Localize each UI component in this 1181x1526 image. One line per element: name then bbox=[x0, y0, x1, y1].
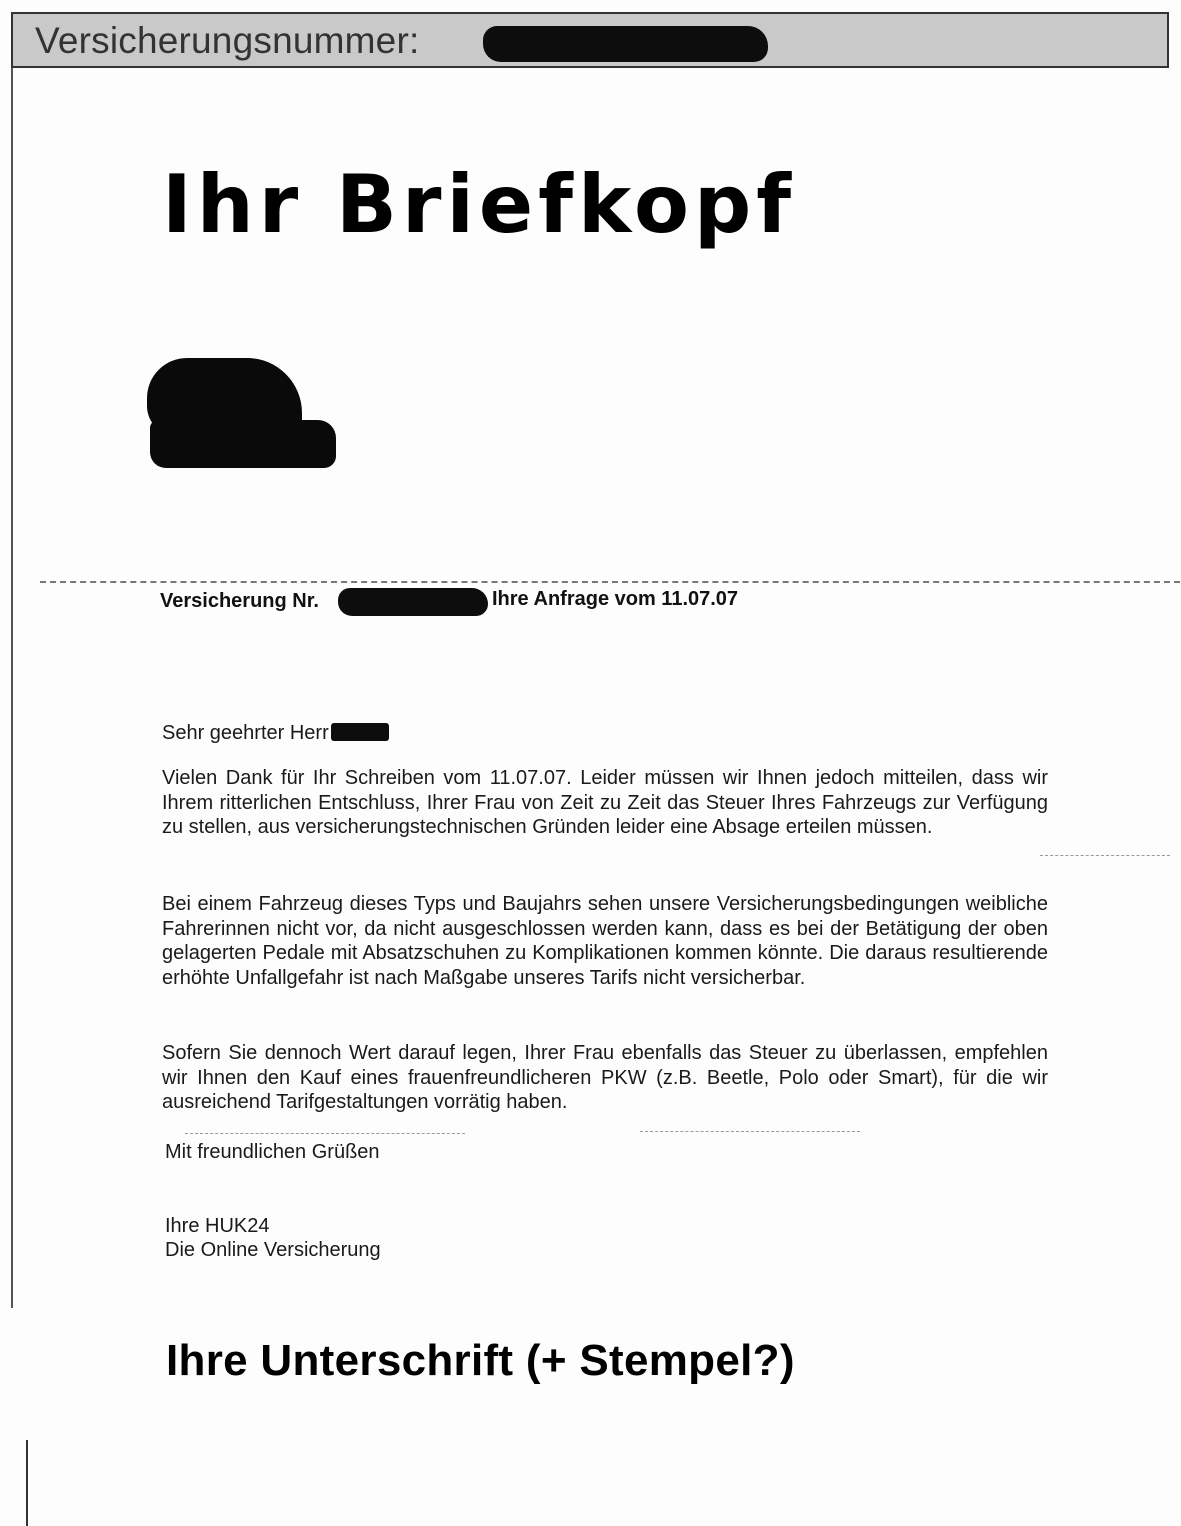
salutation-text: Sehr geehrter Herr bbox=[162, 722, 329, 744]
sender-tagline: Die Online Versicherung bbox=[165, 1239, 381, 1261]
letterhead-title: Ihr Briefkopf bbox=[162, 158, 797, 251]
scan-artifact bbox=[640, 1131, 860, 1133]
reference-insurance-label: Versicherung Nr. bbox=[160, 590, 319, 612]
sender-name: Ihre HUK24 bbox=[165, 1215, 270, 1237]
salutation bbox=[162, 722, 389, 745]
paragraph-1: Vielen Dank für Ihr Schreiben vom 11.07.07. Leider müssen wir Ihnen jedoch mitteilen, dass wir Ihrem ritterlichen Entschluss, Ihrer Frau von Zeit zu Zeit das Steuer Ihres Fahrzeugs zur Verfügung zu stellen, aus versicherungstechnischen Gründen leider eine Absage erteilen müssen. bbox=[162, 767, 1048, 838]
sender-block bbox=[165, 1214, 381, 1262]
scan-artifact bbox=[185, 1133, 465, 1135]
reference-line bbox=[160, 588, 860, 618]
paragraph-3: Sofern Sie dennoch Wert darauf legen, Ihrer Frau ebenfalls das Steuer zu überlassen, empfehlen wir Ihnen den Kauf eines frauenfreundlicheren PKW (z.B. Beetle, Polo oder Smart), für die wir ausreichend Tarifgestaltungen vorrätig haben. bbox=[162, 1042, 1048, 1113]
reference-number-redaction bbox=[338, 588, 488, 616]
fold-line bbox=[40, 581, 1180, 583]
insurance-number-redaction bbox=[483, 26, 768, 62]
address-redaction-lower bbox=[150, 420, 336, 468]
left-margin-rule-lower bbox=[26, 1440, 28, 1526]
reference-inquiry-date: Ihre Anfrage vom 11.07.07 bbox=[492, 588, 739, 610]
paragraph-2: Bei einem Fahrzeug dieses Typs und Baujahrs sehen unsere Versicherungsbedingungen weibliche Fahrerinnen nicht vor, da nicht ausgeschlossen werden kann, dass es bei der Betätigung der oben gelagerten Pedale mit Absatzschuhen zu Komplikationen kommen könnte. Die daraus resultierende erhöhte Unfallgefahr ist nach Maßgabe unseres Tarifs nicht versicherbar. bbox=[162, 893, 1048, 989]
scan-artifact bbox=[1040, 855, 1170, 857]
closing-phrase: Mit freundlichen Grüßen bbox=[165, 1141, 380, 1163]
signature-placeholder: Ihre Unterschrift (+ Stempel?) bbox=[166, 1336, 795, 1385]
insurance-number-label: Versicherungsnummer: bbox=[35, 20, 420, 61]
insurance-number-bar bbox=[11, 12, 1169, 68]
left-margin-rule bbox=[11, 68, 13, 1308]
recipient-name-redaction bbox=[331, 723, 389, 741]
